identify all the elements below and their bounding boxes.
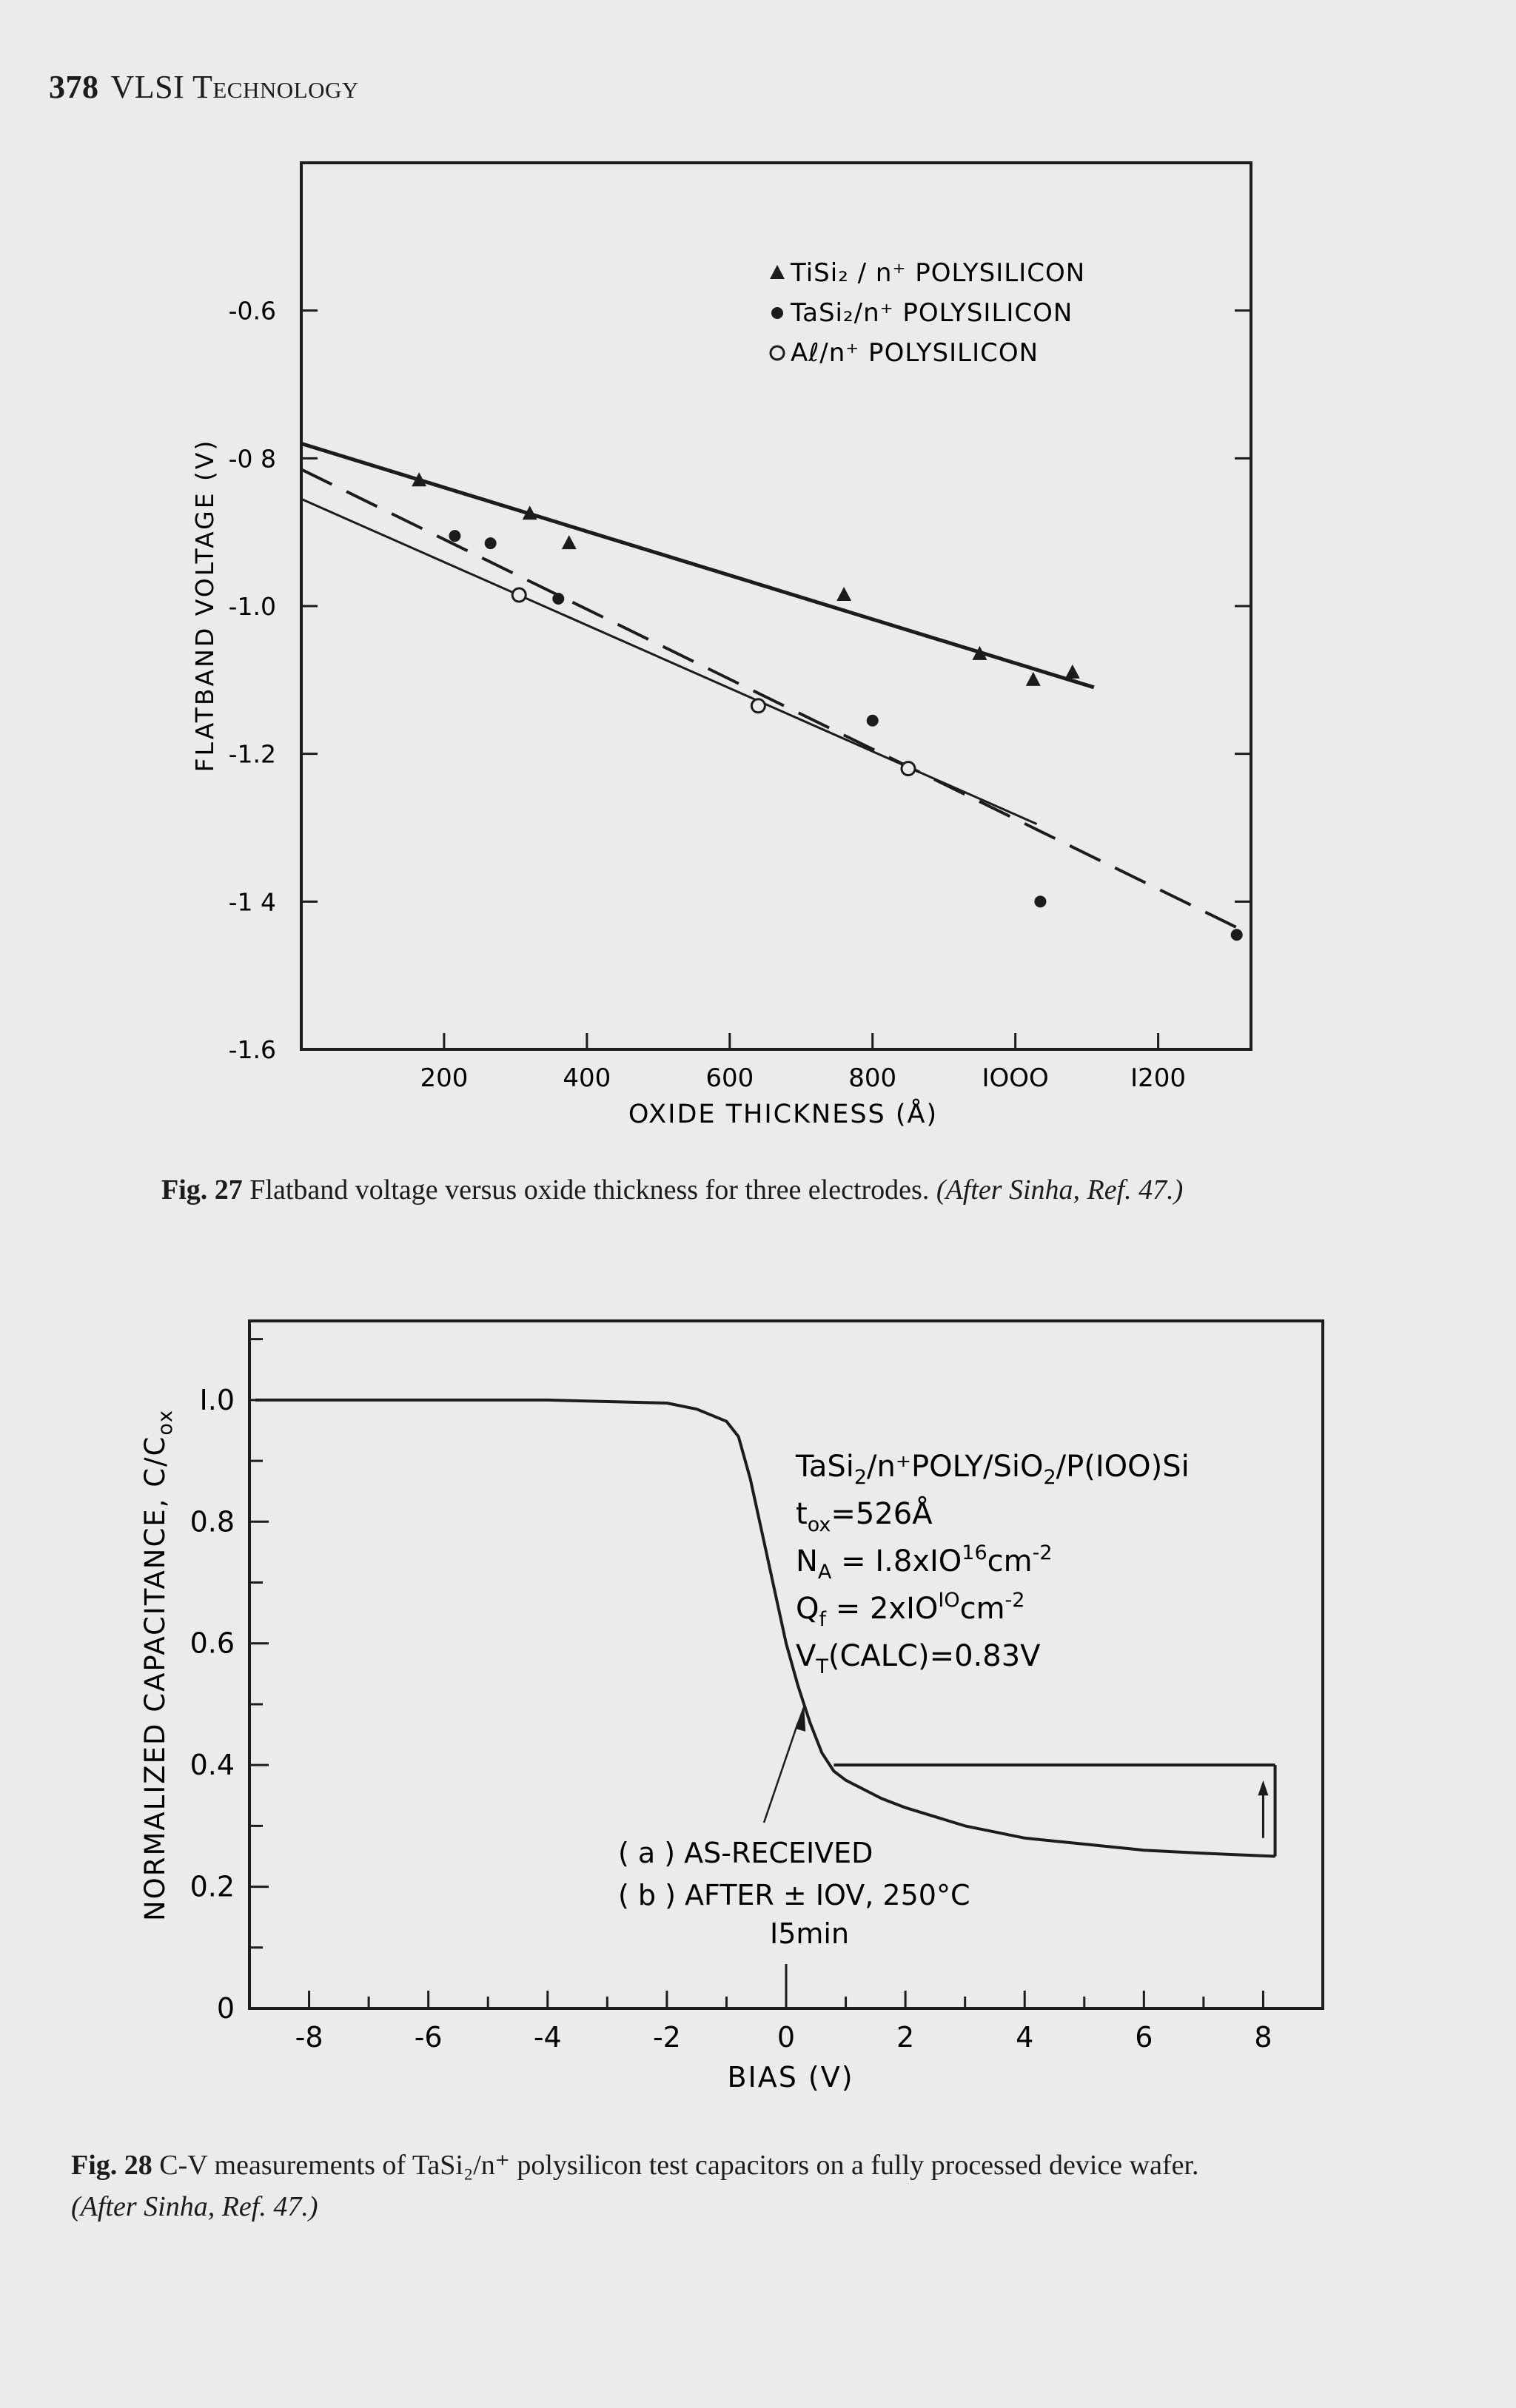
y-tick-label: 0.6 (190, 1627, 235, 1660)
x-tick-label: 2 (896, 2021, 915, 2054)
caption-text: Flatband voltage versus oxide thickness for three electrodes. (249, 1174, 930, 1205)
parameter-line: $N_A = I.8xIO^{16}cm^{-2}$ (796, 1541, 1053, 1584)
x-tick-label: 200 (420, 1063, 469, 1093)
x-tick-label: I200 (1130, 1063, 1187, 1093)
y-tick-label: 0.2 (190, 1870, 235, 1903)
caption-label: Fig. 28 (71, 2150, 152, 2181)
y-tick-label: -1 4 (228, 887, 276, 917)
x-tick-label: -6 (414, 2021, 443, 2054)
y-tick-label: 0 (216, 1992, 235, 2025)
pointer-arrowhead (795, 1704, 805, 1732)
y-axis-label: FLATBAND VOLTAGE (V) (190, 438, 219, 773)
x-tick-label: 6 (1135, 2021, 1153, 2054)
x-tick-label: 800 (848, 1063, 897, 1093)
x-axis-label: OXIDE THICKNESS (Å) (628, 1100, 939, 1129)
curve-label-b: ( b ) AFTER ± IOV, 250°C (618, 1879, 970, 1911)
y-tick-label: -1.6 (228, 1035, 276, 1064)
x-tick-label: 4 (1016, 2021, 1034, 2054)
x-tick-label: -4 (533, 2021, 562, 2054)
y-tick-label: I.0 (199, 1383, 235, 1416)
legend-label: TiSi₂ / n⁺ POLYSILICON (791, 258, 1086, 288)
x-tick-label: 8 (1254, 2021, 1272, 2054)
running-title: VLSI Technology (110, 69, 359, 105)
y-tick-label: -0.6 (228, 296, 276, 326)
x-tick-label: -2 (652, 2021, 681, 2054)
y-tick-label: 0.4 (190, 1749, 235, 1782)
caption-label: Fig. 27 (161, 1174, 243, 1205)
page-number: 378 (49, 69, 99, 105)
figure-28-caption (71, 2145, 1448, 2227)
caption-text: C-V measurements of TaSi₂/n⁺ polysilicon test capacitors on a fully processed device wafer. (159, 2150, 1199, 2181)
legend-label: TaSi₂/n⁺ POLYSILICON (791, 298, 1073, 328)
curve-label-a: ( a ) AS-RECEIVED (618, 1837, 873, 1869)
x-tick-label: 0 (777, 2021, 796, 2054)
y-tick-label: 0.8 (190, 1505, 235, 1538)
x-tick-label: 600 (705, 1063, 754, 1093)
curve-label-b-duration: I5min (770, 1917, 850, 1950)
parameter-line: $Q_f = 2xIO^{IO}cm^{-2}$ (796, 1589, 1025, 1631)
y-tick-label: -0 8 (228, 444, 276, 474)
y-axis-label: NORMALIZED CAPACITANCE, $C/C_{ox}$ (139, 1408, 177, 1922)
parameter-line: TaSi$_2$/n⁺POLY/SiO$_2$/P(IOO)Si (796, 1450, 1190, 1489)
parameter-line: $V_T(CALC)=0.83V$ (796, 1639, 1041, 1678)
up-arrow-head (1258, 1780, 1268, 1796)
pointer-line (764, 1723, 798, 1823)
caption-source: (After Sinha, Ref. 47.) (936, 1174, 1184, 1205)
parameter-line: $t_{ox}=526Å$ (796, 1497, 933, 1536)
legend-label: Aℓ/n⁺ POLYSILICON (791, 338, 1039, 368)
y-tick-label: -1.2 (228, 739, 276, 769)
x-axis-label: BIAS (V) (727, 2061, 854, 2093)
x-tick-label: 400 (563, 1063, 611, 1093)
y-tick-label: -1.0 (228, 592, 276, 621)
x-tick-label: -8 (295, 2021, 323, 2054)
x-tick-label: IOOO (982, 1063, 1049, 1093)
caption-source: (After Sinha, Ref. 47.) (71, 2191, 318, 2222)
